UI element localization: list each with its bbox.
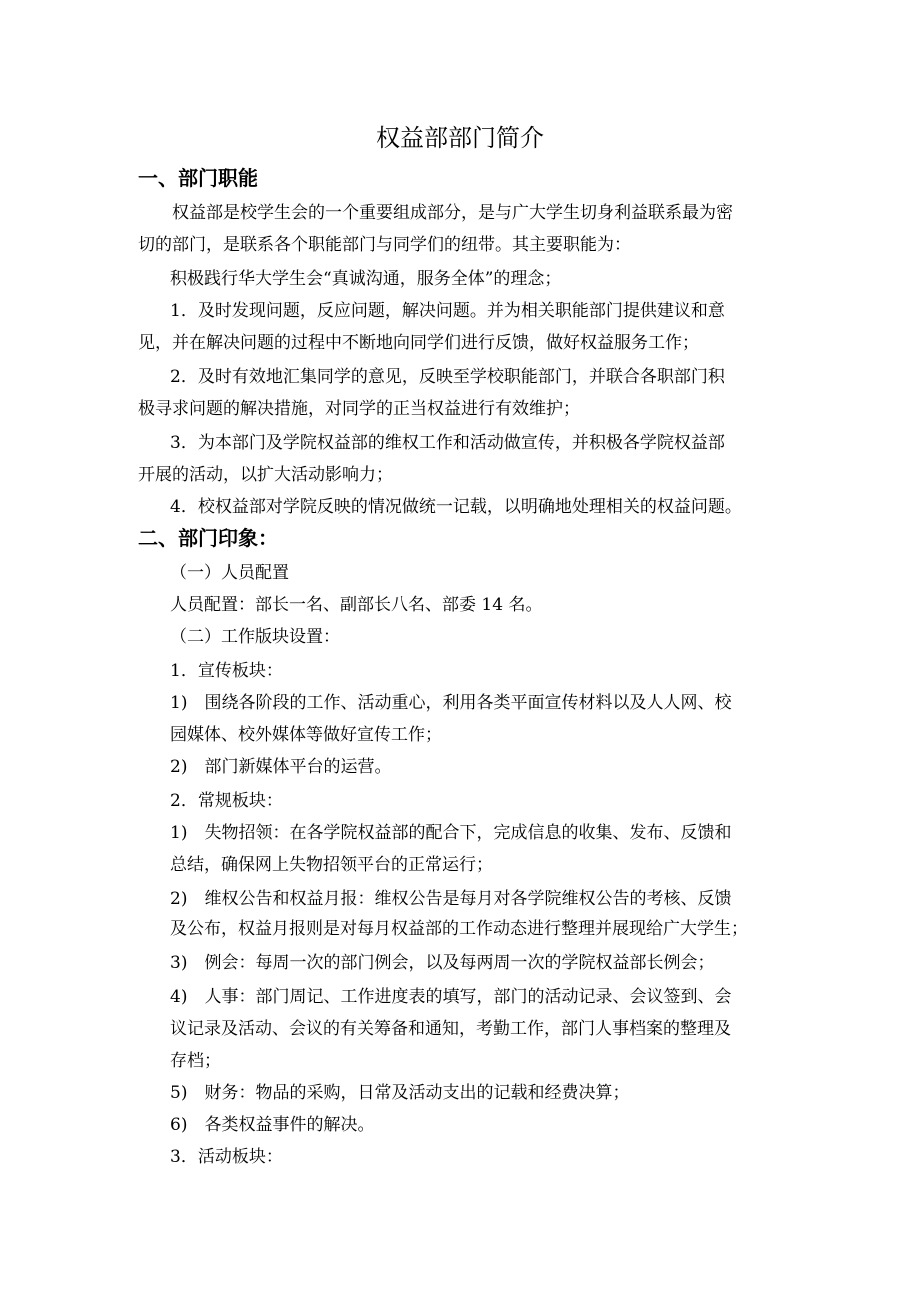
list-item: 1) 失物招领：在各学院权益部的配合下，完成信息的收集、发布、反馈和 [170, 823, 732, 843]
paragraph-line: 积极践行华大学生会“真诚沟通，服务全体”的理念； [170, 269, 562, 289]
paragraph-line: 权益部是校学生会的一个重要组成部分，是与广大学生切身利益联系最为密 [172, 203, 733, 223]
subsection-heading: （一）人员配置 [170, 563, 289, 583]
paragraph-line: 见，并在解决问题的过程中不断地向同学们进行反馈，做好权益服务工作； [138, 333, 699, 353]
paragraph-line: 开展的活动，以扩大活动影响力； [138, 465, 393, 485]
list-heading: 1．宣传板块： [170, 661, 283, 681]
list-item: 1) 围绕各阶段的工作、活动重心，利用各类平面宣传材料以及人人网、校 [170, 693, 732, 713]
list-item: 4) 人事：部门周记、工作进度表的填写，部门的活动记录、会议签到、会 [170, 987, 732, 1007]
list-item-continuation: 存档； [170, 1051, 221, 1071]
list-item-continuation: 及公布，权益月报则是对每月权益部的工作动态进行整理并展现给广大学生； [170, 919, 748, 939]
paragraph-line: 切的部门，是联系各个职能部门与同学们的纽带。其主要职能为： [138, 235, 631, 255]
list-item-continuation: 议记录及活动、会议的有关筹备和通知，考勤工作，部门人事档案的整理及 [170, 1019, 731, 1039]
list-item-continuation: 总结，确保网上失物招领平台的正常运行； [170, 855, 493, 875]
paragraph-line: 人员配置：部长一名、副部长八名、部委 14 名。 [170, 595, 543, 615]
list-item-continuation: 园媒体、校外媒体等做好宣传工作； [170, 725, 442, 745]
list-item: 2) 部门新媒体平台的运营。 [170, 757, 392, 777]
paragraph-line: 4．校权益部对学院反映的情况做统一记载，以明确地处理相关的权益问题。 [170, 497, 742, 517]
list-heading: 3．活动板块： [170, 1147, 283, 1167]
list-item: 5) 财务：物品的采购，日常及活动支出的记载和经费决算； [170, 1083, 630, 1103]
document-title: 权益部部门简介 [376, 124, 544, 152]
list-item: 3) 例会：每周一次的部门例会，以及每两周一次的学院权益部长例会； [170, 953, 715, 973]
section-heading-impression: 二、部门印象： [138, 526, 278, 550]
section-heading-functions: 一、部门职能 [138, 166, 258, 190]
paragraph-line: 1．及时发现问题，反应问题，解决问题。并为相关职能部门提供建议和意 [170, 301, 725, 321]
list-item: 6) 各类权益事件的解决。 [170, 1115, 375, 1135]
list-heading: 2．常规板块： [170, 791, 283, 811]
paragraph-line: 3．为本部门及学院权益部的维权工作和活动做宣传，并积极各学院权益部 [170, 433, 725, 453]
paragraph-line: 极寻求问题的解决措施，对同学的正当权益进行有效维护； [138, 399, 580, 419]
subsection-heading: （二）工作版块设置： [170, 627, 340, 647]
paragraph-line: 2．及时有效地汇集同学的意见，反映至学校职能部门，并联合各职部门积 [170, 367, 725, 387]
list-item: 2) 维权公告和权益月报：维权公告是每月对各学院维权公告的考核、反馈 [170, 889, 732, 909]
